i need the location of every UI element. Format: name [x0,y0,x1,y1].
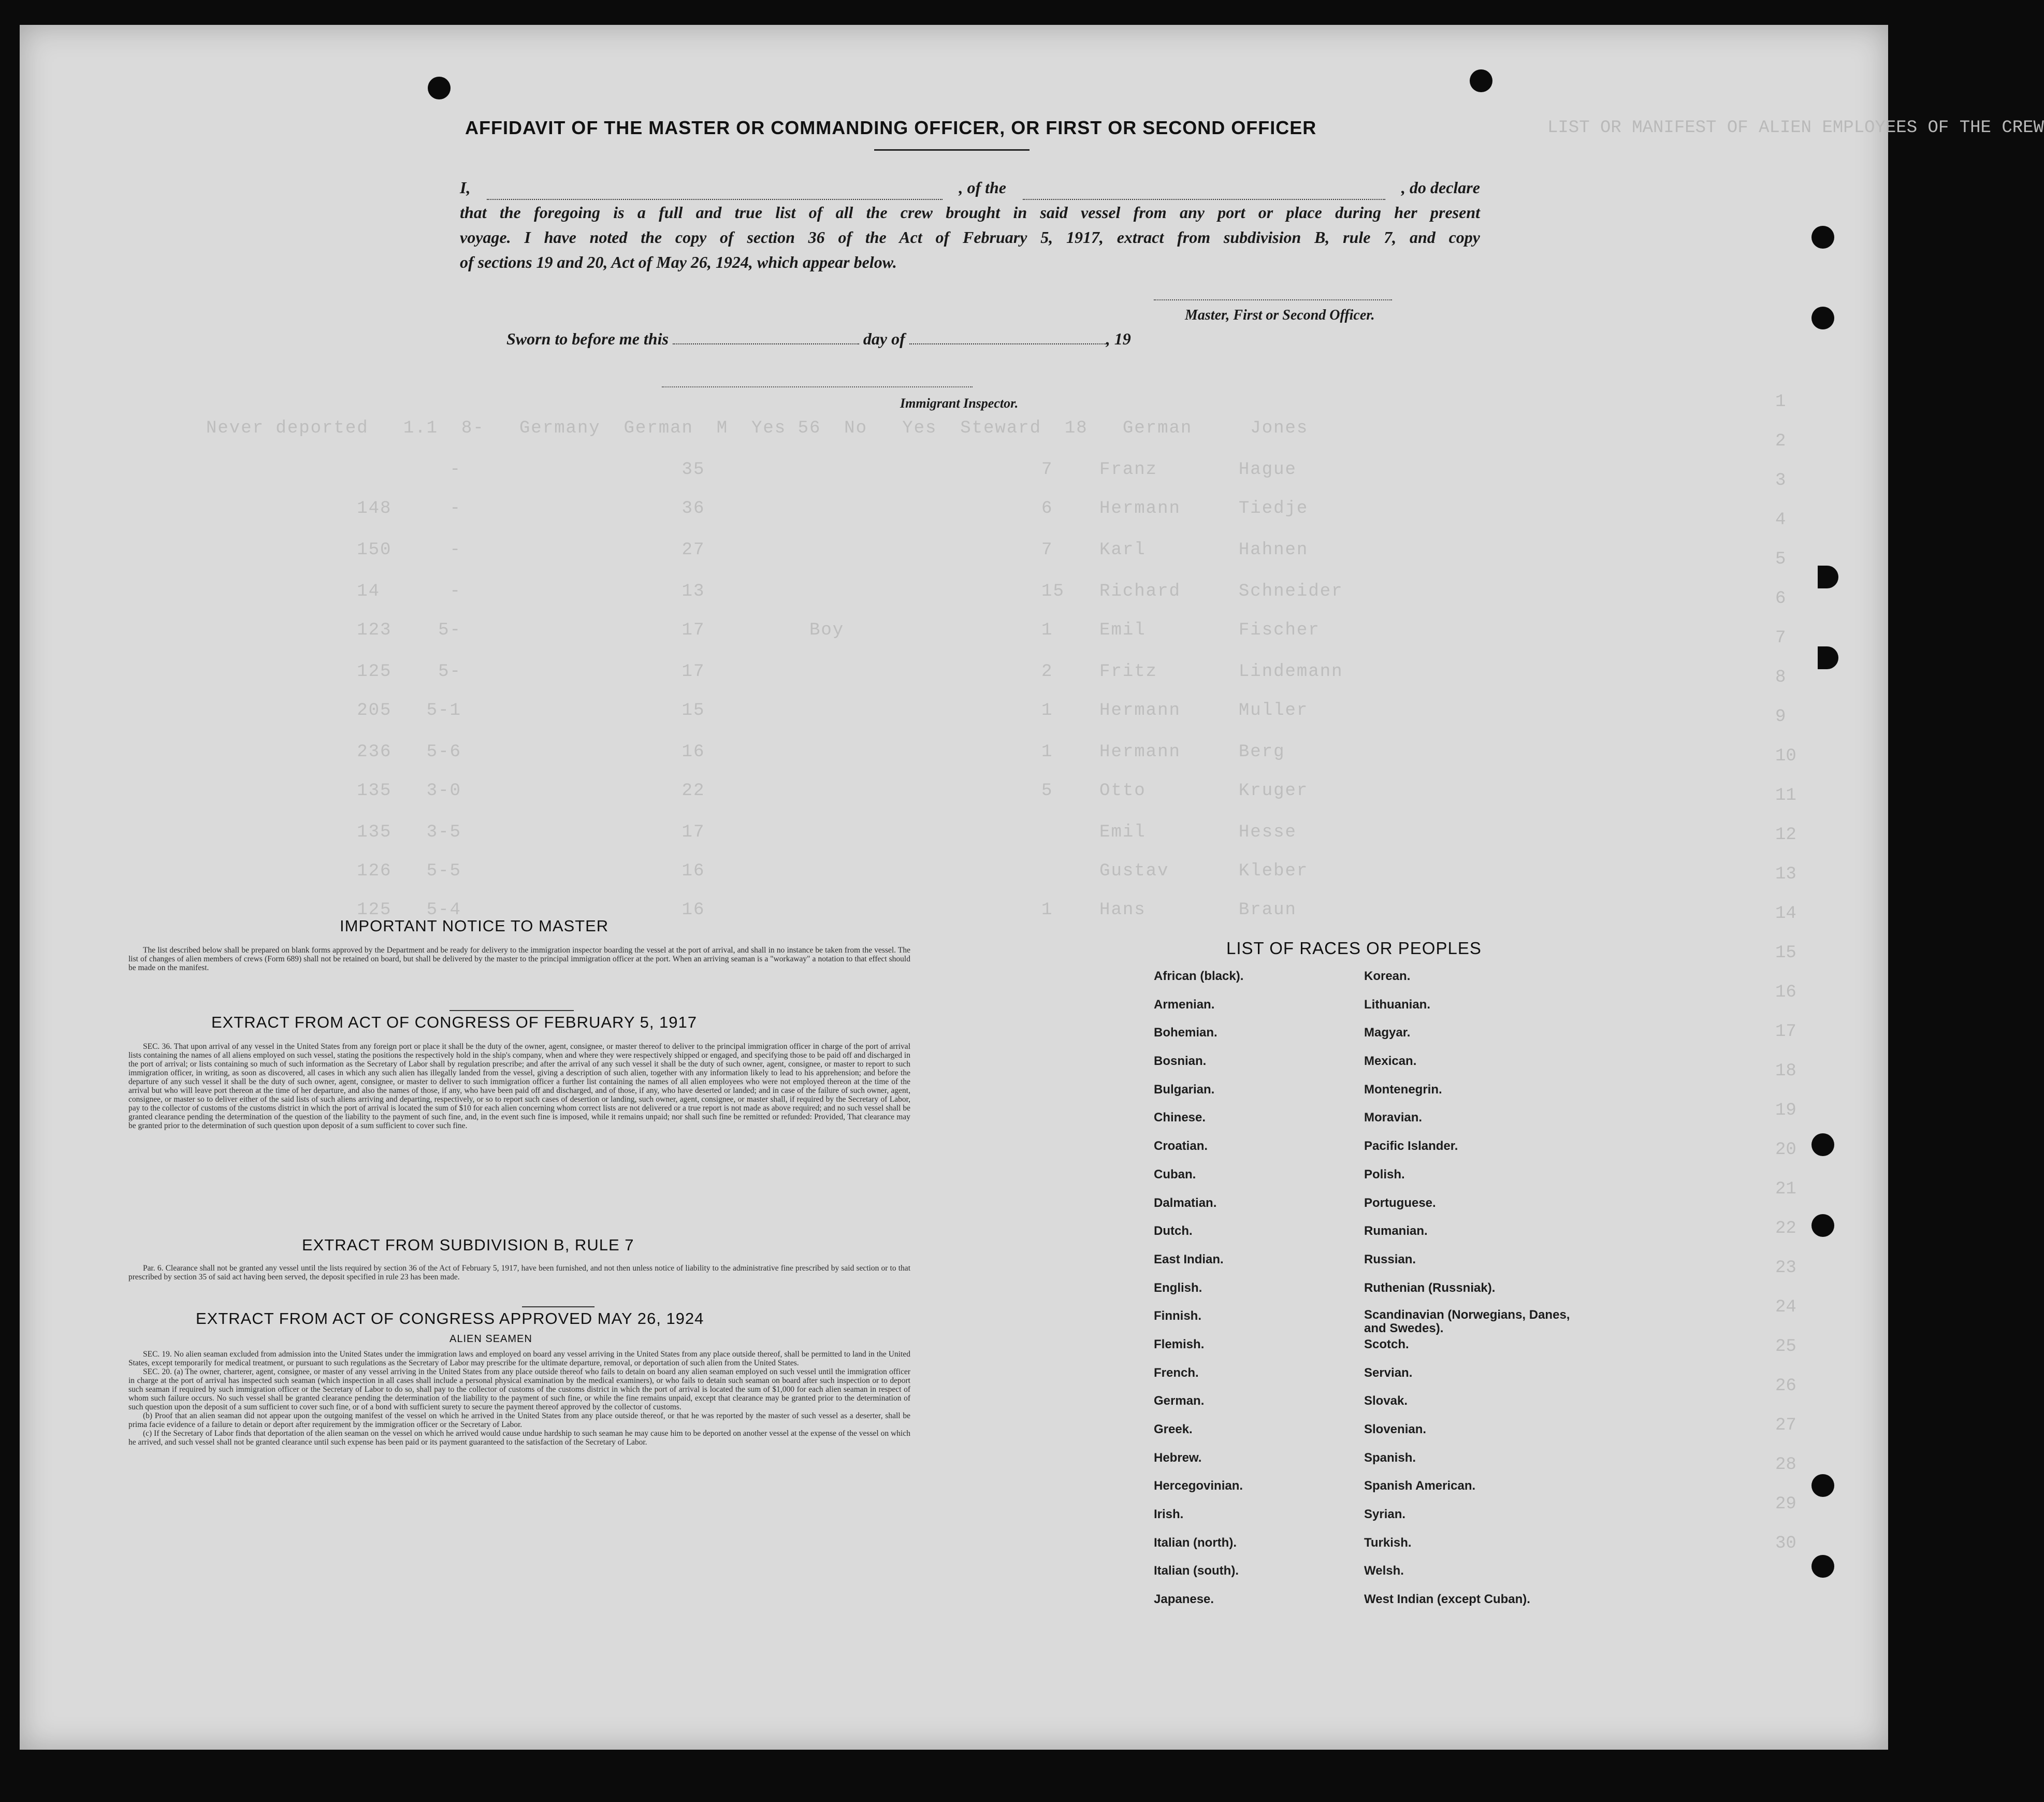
race-item: Bulgarian. [1154,1082,1215,1097]
race-item: Korean. [1364,969,1411,983]
punch-hole [428,77,451,99]
affidavit-title: AFFIDAVIT OF THE MASTER OR COMMANDING OFFICER, OR FIRST OR SECOND OFFICER [465,117,1317,138]
bleed-through-row: 135 3-0 22 5 Otto Kruger [206,781,1309,801]
bleed-through-row: - 35 7 Franz Hague [206,460,1297,480]
year-label: , 19 [1106,329,1131,348]
race-item: Welsh. [1364,1564,1404,1578]
punch-hole [1811,226,1834,249]
race-item: East Indian. [1154,1252,1224,1266]
bleed-through-row: 148 - 36 6 Hermann Tiedje [206,499,1309,518]
race-item: Hercegovinian. [1154,1479,1243,1493]
bleed-through-row: Never deported 1.1 8- Germany German M Yes 56 No Yes Steward 18 German Jones [206,419,1309,438]
bleed-through-row: 205 5-1 15 1 Hermann Muller [206,701,1309,720]
race-item: Slovenian. [1364,1422,1427,1436]
punch-hole [1470,69,1492,92]
extract-1924-title: EXTRACT FROM ACT OF CONGRESS APPROVED MAY 26, 1924 [196,1309,704,1328]
race-item: German. [1154,1394,1205,1408]
race-item: Spanish. [1364,1450,1416,1465]
day-of-label: day of [863,329,905,348]
sec-20c-paragraph: (c) If the Secretary of Labor finds that deportation of the alien seaman on the vessel on which he arrived would cause undue hardship to such seaman he may cause him to be deported on another vessel at the expense of the vessel on which he arrived, and such vessel shall not be granted clearance until such expense has been paid or its payment guaranteed to the satisfaction of the Secretary of Labor. [128,1429,910,1447]
race-item: Finnish. [1154,1309,1201,1323]
race-item: English. [1154,1280,1202,1295]
race-item: Russian. [1364,1252,1416,1266]
race-item: Italian (south). [1154,1564,1239,1578]
master-label: Master, First or Second Officer. [1185,307,1375,323]
race-item: Montenegrin. [1364,1082,1442,1097]
race-item: Pacific Islander. [1364,1139,1458,1154]
punch-hole [1811,1214,1834,1237]
bleed-through-row: 14 - 13 15 Richard Schneider [206,582,1343,601]
race-item: Rumanian. [1364,1224,1428,1238]
affidavit-line-1 [460,175,1480,200]
bleed-through-text: LIST OR MANIFEST OF ALIEN EMPLOYEES OF THE CREW [1547,118,2044,138]
race-item: Magyar. [1364,1026,1411,1040]
extract-rule7-title: EXTRACT FROM SUBDIVISION B, RULE 7 [302,1236,634,1254]
punch-hole [1811,1474,1834,1497]
sworn-month-blank[interactable] [909,343,1106,344]
race-item: Greek. [1154,1422,1193,1436]
race-item: Bohemian. [1154,1026,1217,1040]
race-item: Flemish. [1154,1337,1205,1351]
title-rule [874,149,1030,151]
races-left-column [1154,969,1330,1620]
race-item: Croatian. [1154,1139,1208,1154]
sec-19-paragraph: SEC. 19. No alien seaman excluded from admission into the United States under the immigration laws and employed on board any vessel arriving in the United States from any place outside thereof, shall be permitted to land in the United States, except temporarily for medical treatment, or pursuant to such regulations as the Secretary of Labor may prescribe for the ultimate departure, removal, or deportation of such alien from the United States. [128,1350,910,1367]
race-item: Bosnian. [1154,1054,1207,1069]
race-item: Slovak. [1364,1394,1408,1408]
sec-36-paragraph: SEC. 36. That upon arrival of any vessel in the United States from any foreign port or place it shall be the duty of the owner, agent, consignee, or master thereof to deliver to the principal immigration officer in charge of the port of arrival lists containing the names of all aliens employed on such vessel, stating the positions the respectively hold in the ship's company, when and where they were respectively shipped or engaged, and specifying those to be paid off and discharged in the port of arrival; or lists containing so much of such information as the Secretary of Labor shall by regulation prescribe; and after the arrival of any such vessel it shall be the duty of such owner, agent, consignee, or master to report to such immigration officer, in writing, as soon as discovered, all cases in which any such alien has illegally landed from the vessel, giving a description of such alien, together with any information likely to lead to his apprehension; and before the departure of any such vessel it shall be the duty of such owner, agent, consignee, or master to deliver to such immigration officer a further list containing the names of all alien employees who were not employed thereon at the time of the arrival but who will leave port thereon at the time of her departure, and also the names of those, if any, who have been paid off and discharged, and of those, if any, who have deserted or landed; and in case of the failure of such owner, agent, consignee, or master so to deliver either of the said lists of such aliens arriving and departing, respectively, or so to report such cases of desertion or landing, such owner, agent, consignee, or master shall, if required by the Secretary of Labor, pay to the collector of customs of the customs district in which the port of arrival is located the sum of $10 for each alien concerning whom correct lists are not delivered or a true report is not made as above required; and no such vessel shall be granted clearance pending the determination of the question of the liability to the payment of such fine, and, in the event such fine is imposed, while it remains unpaid; nor shall such fine be remitted or refunded: Provided, That clearance may be granted prior to the determination of such question upon deposit of a sum sufficient to cover such fine. [128,1042,910,1130]
punch-hole [1811,307,1834,329]
affidavit-i: I, [460,178,471,197]
notice-paragraph: The list described below shall be prepared on blank forms approved by the Department and be ready for delivery to the immigration inspector boarding the vessel at the port of arrival, and shall in no instance be taken from the vessel. The list of changes of alien members of crews (Form 689) shall not be retained on board, but shall be delivered by the master to the principal immigration officer at the port. When an arriving seaman is a "workaway" a notation to that effect should be made on the manifest. [128,946,910,972]
notice-body [128,946,910,972]
affidavit-do-declare: , do declare [1401,178,1480,197]
bleed-through-row: 125 5- 17 2 Fritz Lindemann [206,662,1343,682]
race-item: West Indian (except Cuban). [1364,1592,1530,1607]
race-item: Scandinavian (Norwegians, Danes, and Swedes). [1364,1308,1570,1336]
race-item: Spanish American. [1364,1479,1476,1493]
name-blank[interactable] [487,175,943,200]
race-item: Ruthenian (Russniak). [1364,1280,1496,1295]
master-signature-line[interactable] [1154,299,1392,300]
bleed-through-row: 126 5-5 16 Gustav Kleber [206,861,1309,881]
punch-hole [1811,1555,1834,1578]
extract-1917-title: EXTRACT FROM ACT OF CONGRESS OF FEBRUARY 5, 1917 [211,1013,698,1031]
inspector-label: Immigrant Inspector. [900,396,1019,411]
sworn-line [506,329,1131,349]
sec-20a-paragraph: SEC. 20. (a) The owner, charterer, agent, consignee, or master of any vessel arriving in the United States from any place outside thereof who fails to detain on board any alien seaman employed on such vessel until the immigration officer in charge at the port of arrival has inspected such seaman (which inspection in all cases shall include a personal physical examination by the medical examiners), or who fails to detain such seaman on board after such inspection or to deport such seaman if required by such immigration officer or the Secretary of Labor to do so, shall pay to the collector of customs of the customs district in which the port of arrival is located the sum of $1,000 for each alien seaman in respect of whom such failure occurs. No such vessel shall be granted clearance pending the determination of the liability to the payment of such fine, or while the fine remains unpaid, except that clearance may be granted prior to the determination of such question upon the deposit of a sum sufficient to cover such fine, or of a bond with sufficient surety to secure the payment thereof approved by the collector of customs. [128,1367,910,1411]
bleed-through-row: 123 5- 17 Boy 1 Emil Fischer [206,621,1320,640]
race-item: Scotch. [1364,1337,1409,1351]
sworn-day-blank[interactable] [673,343,859,344]
race-item: Japanese. [1154,1592,1214,1607]
par-6-paragraph: Par. 6. Clearance shall not be granted any vessel until the lists required by section 36 of the Act of February 5, 1917, have been furnished, and not then unless notice of liability to the administrative fine prescribed by said section or to that prescribed by section 35 of said act having been served, the deposit specified in rule 23 has been made. [128,1264,910,1281]
race-item: Dutch. [1154,1224,1193,1238]
sworn-label: Sworn to before me this [506,329,669,348]
race-item: Dalmatian. [1154,1195,1217,1210]
race-item: Mexican. [1364,1054,1417,1069]
bleed-through-row: 236 5-6 16 1 Hermann Berg [206,742,1285,762]
sec-20b-paragraph: (b) Proof that an alien seaman did not appear upon the outgoing manifest of the vessel on which he arrived in the United States from any place outside thereof, or that he was reported by the master of such vessel as a deserter, shall be prima facie evidence of a failure to detain or deport after requirement by the immigration officer or the Secretary of Labor. [128,1411,910,1429]
race-item: Chinese. [1154,1111,1206,1125]
race-item: Lithuanian. [1364,997,1430,1012]
alien-seamen-subtitle: ALIEN SEAMEN [450,1333,532,1345]
bleed-through-row: 150 - 27 7 Karl Hahnen [206,540,1309,560]
race-item: Armenian. [1154,997,1215,1012]
bleed-through-row: 135 3-5 17 Emil Hesse [206,823,1297,842]
race-item: Moravian. [1364,1111,1423,1125]
races-title: LIST OF RACES OR PEOPLES [1226,939,1482,958]
race-item: Syrian. [1364,1507,1406,1522]
section-rule [450,1010,574,1011]
race-item: Irish. [1154,1507,1184,1522]
vessel-blank[interactable] [1023,175,1385,200]
document-sheet [20,25,2044,1750]
bleed-through-numbers: 1 2 3 4 5 6 7 8 9 10 11 12 13 14 15 16 17 18 19 20 21 22 23 24 25 26 27 28 29 30 [1775,392,1796,1553]
affidavit-line-2: that the foregoing is a full and true list of all the crew brought in said vessel from any port or place during her present [460,203,1480,222]
race-item: French. [1154,1365,1199,1380]
race-item: Italian (north). [1154,1535,1237,1550]
punch-hole [1811,1133,1834,1156]
bleed-through-row: 125 5-4 16 1 Hans Braun [206,900,1297,920]
affidavit-line-4: of sections 19 and 20, Act of May 26, 1924, which appear below. [460,253,897,271]
race-item: Turkish. [1364,1535,1412,1550]
extract-1917-body [128,1042,910,1130]
race-item: Hebrew. [1154,1450,1202,1465]
races-right-column [1364,969,1582,1620]
notice-title: IMPORTANT NOTICE TO MASTER [340,917,609,935]
affidavit-body [460,175,1480,275]
inspector-signature-line[interactable] [662,386,973,387]
extract-1924-body [128,1350,910,1447]
affidavit-line-3: voyage. I have noted the copy of section 36 of the Act of February 5, 1917, extract from subdivision B, rule 7, and copy [460,228,1480,247]
race-item: Cuban. [1154,1167,1196,1181]
race-item: African (black). [1154,969,1244,983]
race-item: Portuguese. [1364,1195,1436,1210]
extract-rule7-body [128,1264,910,1281]
section-rule [522,1306,595,1307]
race-item: Servian. [1364,1365,1413,1380]
affidavit-of-the: , of the [959,178,1006,197]
race-item: Polish. [1364,1167,1405,1181]
